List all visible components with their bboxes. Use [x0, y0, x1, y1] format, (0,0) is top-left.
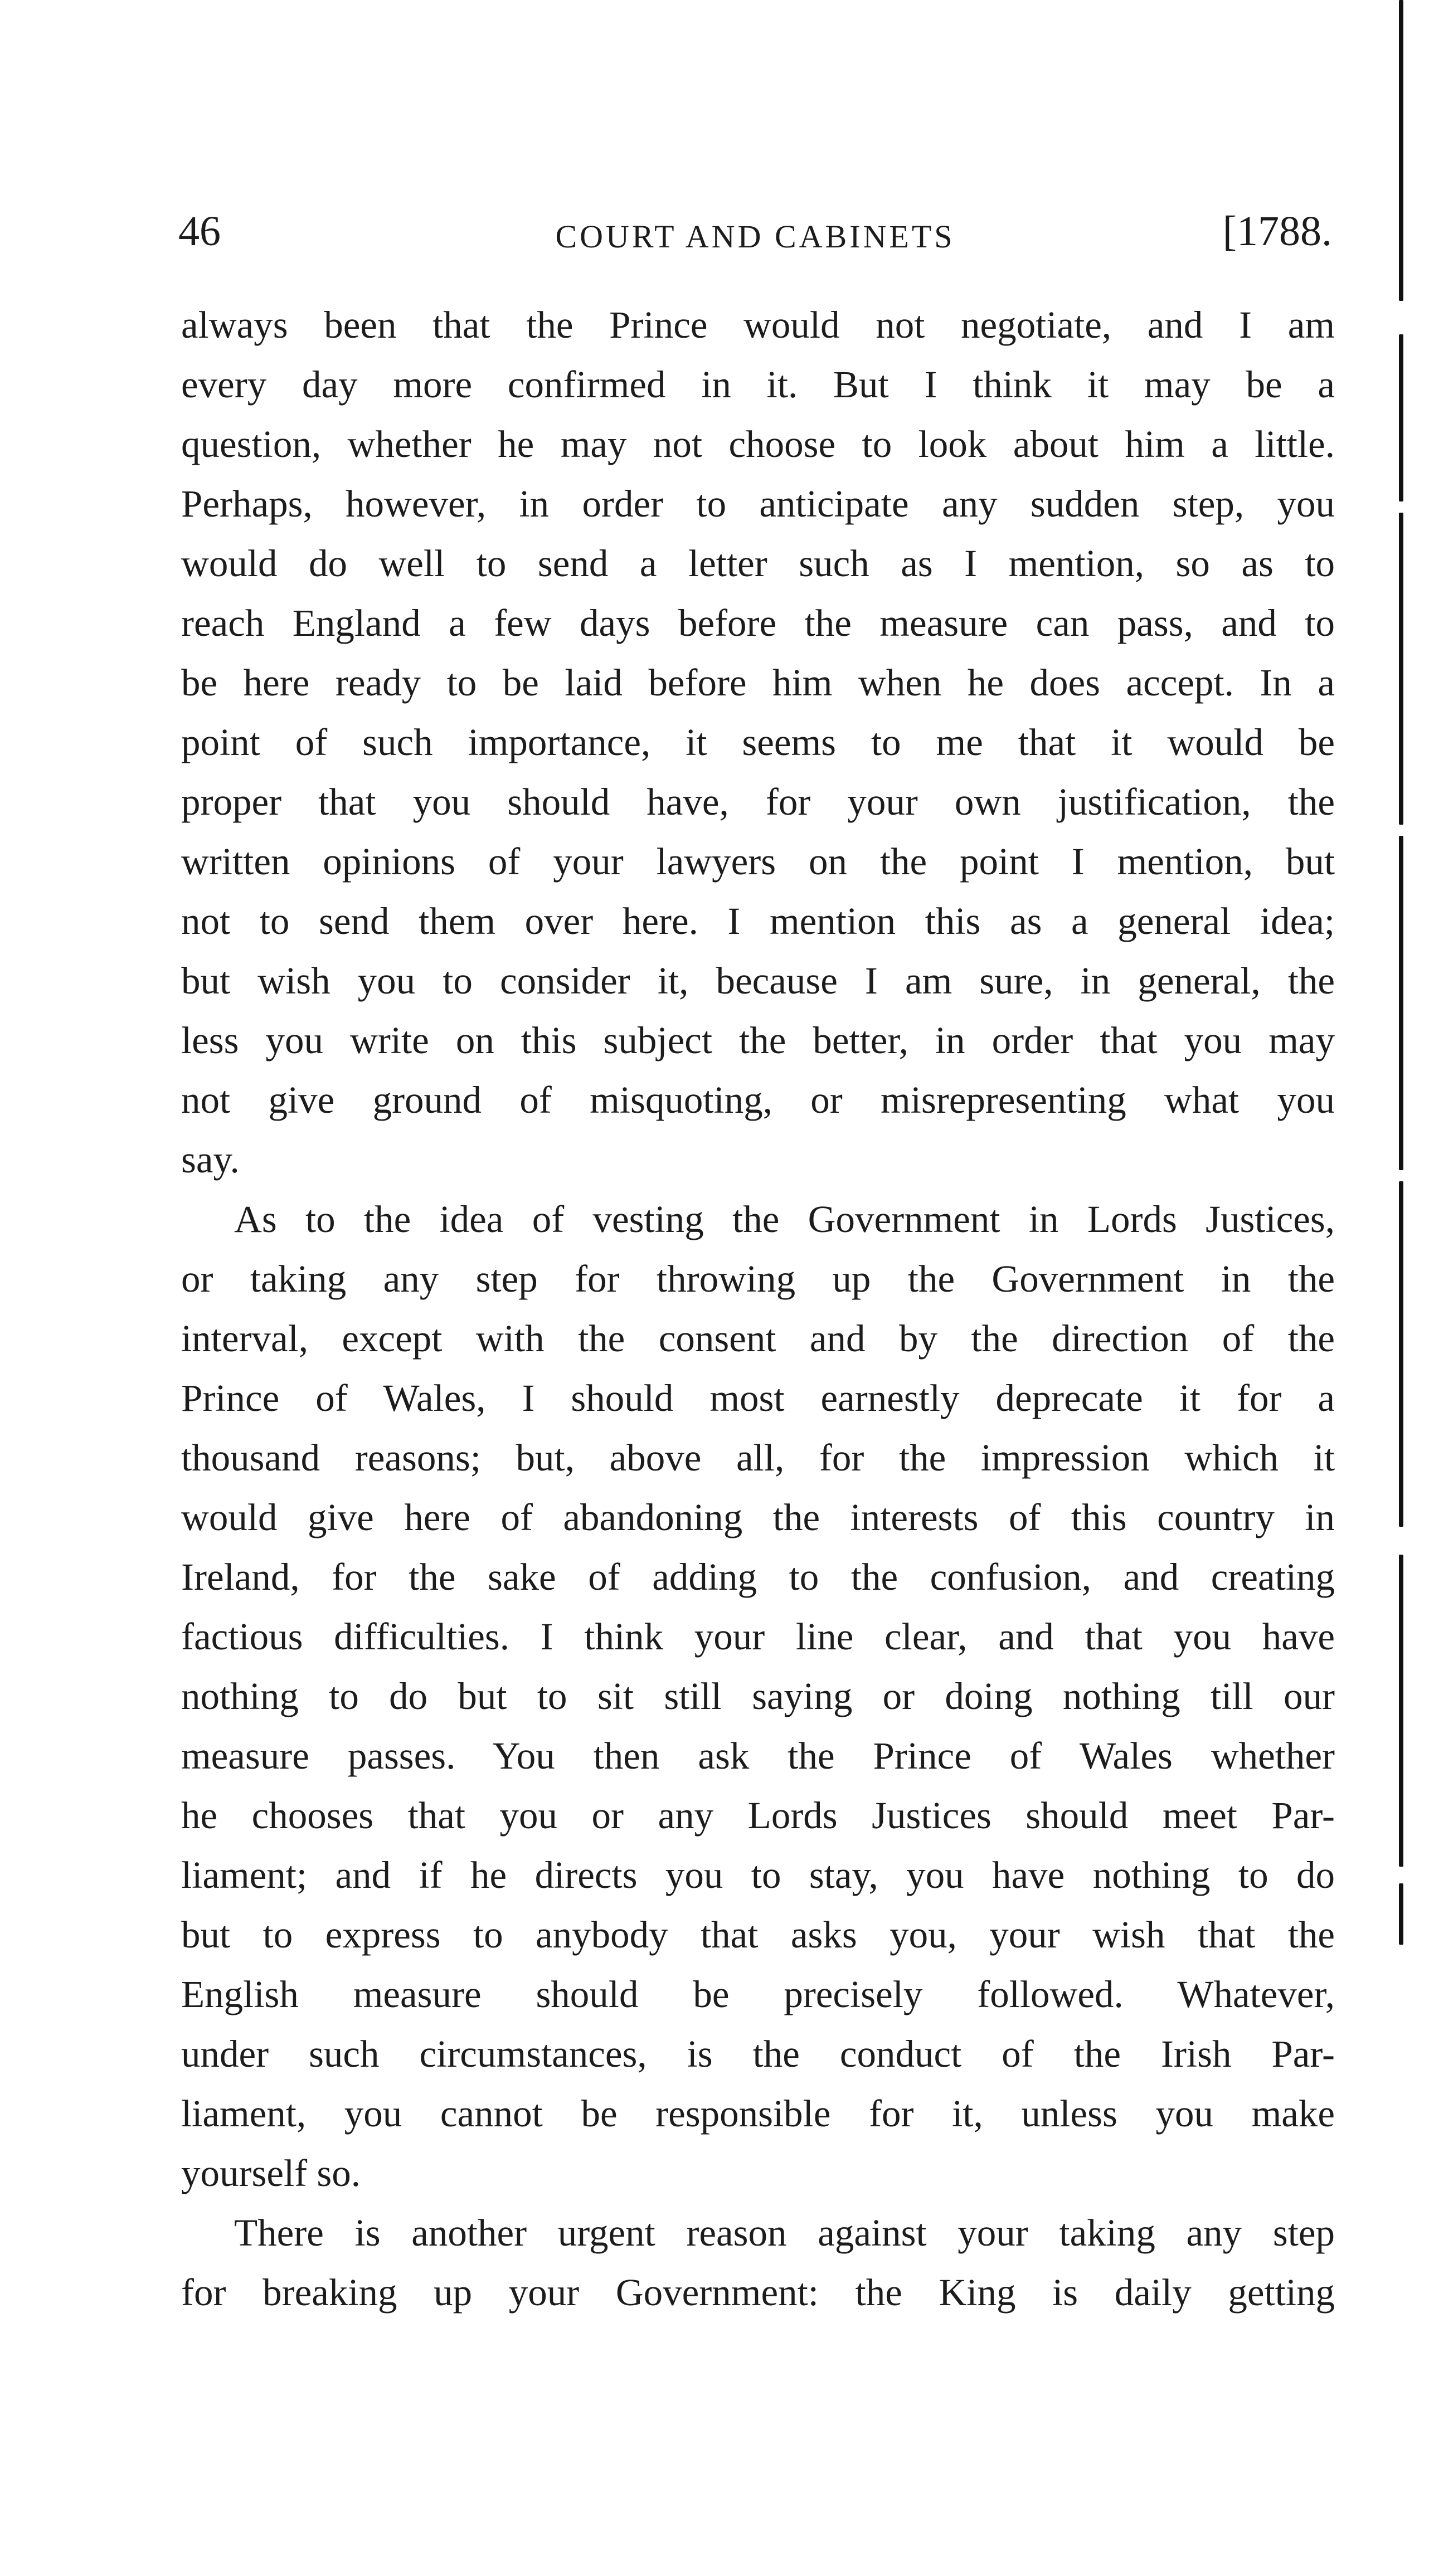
text-line: Prince of Wales, I should most earnestly deprecate it for a: [181, 1377, 1335, 1419]
text-line: There is another urgent reason against your taking any step: [234, 2212, 1335, 2254]
text-line: English measure should be precisely followed. Whatever,: [181, 1973, 1335, 2015]
text-line: not to send them over here. I mention this as a general idea;: [181, 900, 1335, 942]
text-line: would do well to send a letter such as I mention, so as to: [181, 542, 1335, 585]
page-header: [178, 201, 1332, 262]
text-line: always been that the Prince would not negotiate, and I am: [181, 304, 1335, 346]
running-title: COURT AND CABINETS: [555, 218, 955, 255]
page-edge-shadow: [1399, 0, 1407, 2576]
text-line: point of such importance, it seems to me that it would be: [181, 721, 1335, 763]
text-line: liament, you cannot be responsible for it, unless you make: [181, 2092, 1335, 2135]
text-line: measure passes. You then ask the Prince of Wales whether: [181, 1735, 1335, 1777]
text-line: every day more confirmed in it. But I think it may be a: [181, 363, 1335, 406]
text-line: not give ground of misquoting, or misrepresenting what you: [181, 1079, 1335, 1121]
text-line: would give here of abandoning the interests of this country in: [181, 1496, 1335, 1538]
text-line: less you write on this subject the better, in order that you may: [181, 1019, 1335, 1061]
text-line: interval, except with the consent and by the direction of the: [181, 1317, 1335, 1360]
text-line: proper that you should have, for your own justification, the: [181, 781, 1335, 823]
body-text: [181, 295, 1335, 2322]
text-line: be here ready to be laid before him when he does accept. In a: [181, 661, 1335, 704]
page-number: 46: [178, 208, 221, 255]
text-line: thousand reasons; but, above all, for the impression which it: [181, 1436, 1335, 1479]
text-line: question, whether he may not choose to look about him a little.: [181, 423, 1335, 465]
text-line: yourself so.: [181, 2152, 361, 2194]
text-line: As to the idea of vesting the Government in Lords Justices,: [234, 1198, 1335, 1240]
text-line: Perhaps, however, in order to anticipate any sudden step, you: [181, 483, 1335, 525]
header-year: [1788.: [1222, 208, 1332, 255]
text-line: or taking any step for throwing up the Government in the: [181, 1258, 1335, 1300]
text-line: but to express to anybody that asks you, your wish that the: [181, 1913, 1335, 1956]
text-line: say.: [181, 1138, 240, 1181]
text-line: Ireland, for the sake of adding to the confusion, and creating: [181, 1556, 1335, 1598]
text-line: for breaking up your Government: the King is daily getting: [181, 2271, 1335, 2314]
text-line: factious difficulties. I think your line clear, and that you have: [181, 1615, 1335, 1658]
text-line: written opinions of your lawyers on the point I mention, but: [181, 840, 1335, 883]
text-line: reach England a few days before the measure can pass, and to: [181, 602, 1335, 644]
text-line: nothing to do but to sit still saying or doing nothing till our: [181, 1675, 1335, 1717]
text-line: liament; and if he directs you to stay, you have nothing to do: [181, 1854, 1335, 1896]
text-line: he chooses that you or any Lords Justices should meet Par-: [181, 1794, 1335, 1837]
text-line: but wish you to consider it, because I am sure, in general, the: [181, 960, 1335, 1002]
text-line: under such circumstances, is the conduct of the Irish Par-: [181, 2033, 1335, 2075]
